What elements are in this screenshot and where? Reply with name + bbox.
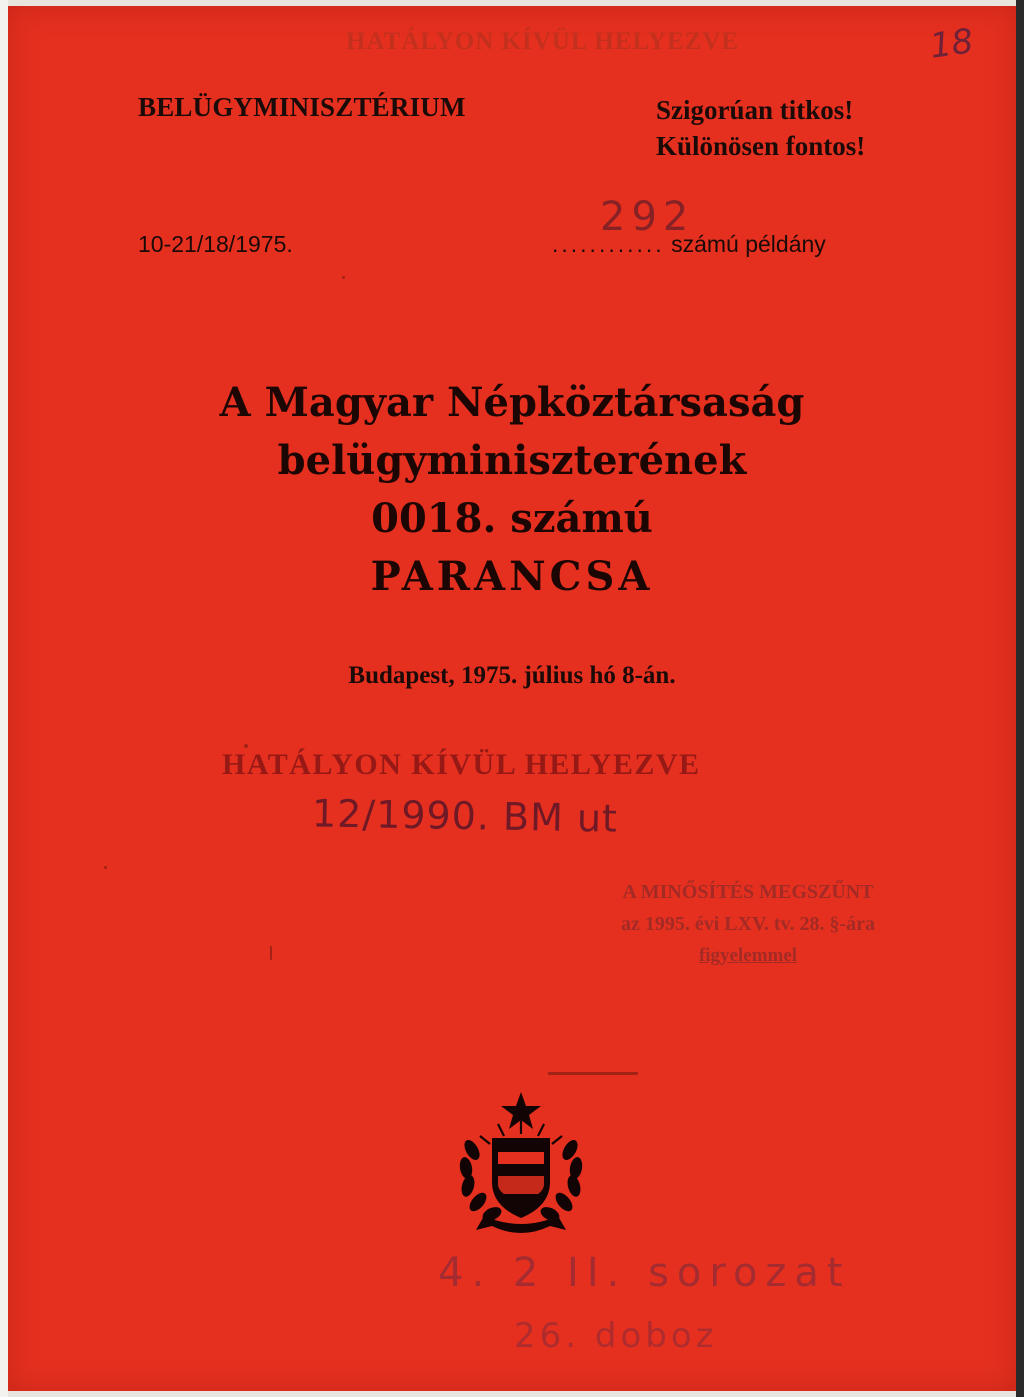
stamp-revoked-top: HATÁLYON KÍVÜL HELYEZVE [346, 28, 740, 55]
document-number: 10-21/18/1975. [138, 231, 293, 257]
ministry-name: BELÜGYMINISZTÉRIUM [138, 92, 466, 122]
copy-number-line [552, 231, 826, 258]
stamp-declassified [568, 876, 928, 972]
declassified-line-1: A MINŐSÍTÉS MEGSZŰNT [622, 881, 874, 903]
handwritten-series-note: 4. 2 II. sorozat [438, 1250, 851, 1296]
secrecy-line-1: Szigorúan titkos! [656, 95, 854, 125]
declassified-line-3: figyelemmel [698, 945, 798, 966]
coat-of-arms-icon [454, 1090, 588, 1240]
secrecy-classification [656, 92, 865, 164]
title-line-2: belügyminiszterének [277, 437, 747, 484]
scan-right-edge [1016, 0, 1024, 1397]
stamp-revoked-middle: HATÁLYON KÍVÜL HELYEZVE [222, 748, 701, 781]
place-and-date: Budapest, 1975. július hó 8-án. [348, 662, 676, 689]
document-cover [8, 6, 1016, 1391]
paper-speck [342, 276, 345, 279]
secrecy-line-2: Különösen fontos! [656, 131, 866, 161]
title-line-3: 0018. számú [371, 495, 653, 542]
copy-label: számú példány [671, 231, 826, 257]
paper-speck [270, 946, 272, 960]
paper-speck [548, 1072, 638, 1075]
title-line-1: A Magyar Népköztársaság [219, 379, 805, 426]
paper-speck [244, 744, 248, 748]
handwritten-copy-number: 292 [600, 194, 695, 240]
declassified-line-2: az 1995. évi LXV. tv. 28. §-ára [620, 913, 876, 935]
scan-left-edge [0, 0, 8, 1397]
paper-speck [104, 866, 107, 869]
handwritten-revocation-note: 12/1990. BM ut [311, 791, 619, 841]
title-line-4: PARANCSA [370, 553, 654, 600]
copy-dots: ............ [552, 231, 665, 257]
handwritten-corner-number: 18 [927, 21, 976, 67]
document-title [8, 374, 1016, 606]
handwritten-box-note: 26. doboz [514, 1316, 718, 1356]
